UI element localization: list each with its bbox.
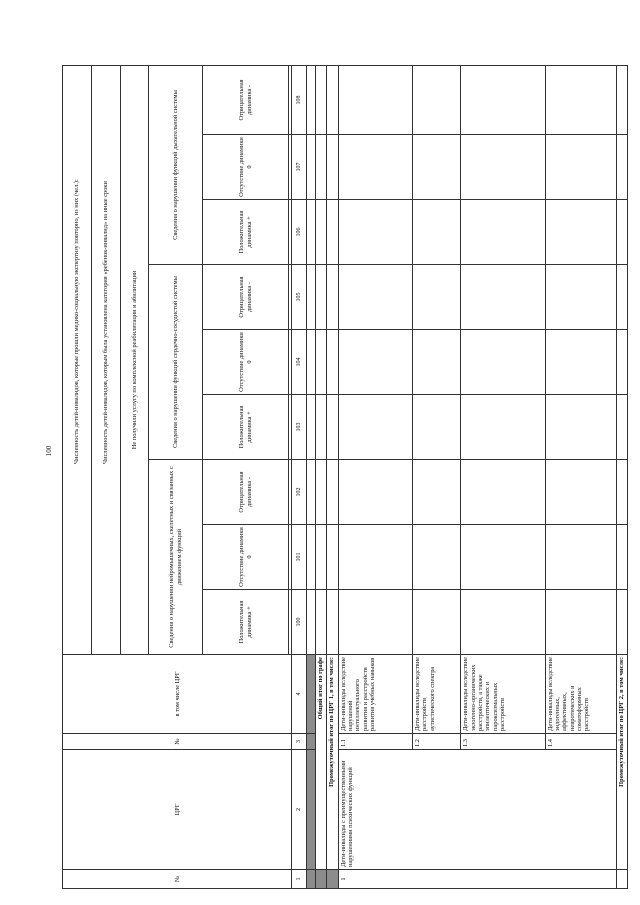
col-num-106: 106 (292, 200, 306, 265)
subrow-text: Дети-инвалиды вследствие эндогенных, аффективных, невротических и соматоформных расстройств (545, 655, 616, 734)
dyn-positive: Положительная динамика + (202, 395, 288, 460)
statistics-table (62, 65, 628, 889)
dyn-none: Отсутствие динамики 0 (202, 525, 288, 590)
header-sub-num: № (63, 734, 292, 750)
col-num-103: 103 (292, 395, 306, 460)
col-num-101: 101 (292, 525, 306, 590)
dyn-negative: Отрицательная динамика - (202, 460, 288, 525)
col-num-108: 108 (292, 65, 306, 134)
subrow-text: Дети-инвалиды вследствие экзогенно-органических расстройств, а также эпилептических и пароксизмальных расстройств (461, 655, 545, 734)
intermediate-2-row (616, 65, 627, 888)
header-category-count: Численность детей-инвалидов, которым была установлена категория «ребенок-инвалид» на иные сроки (91, 65, 120, 654)
header-group-cardiovascular: Сведения о нарушении функций сердечно-сосудистой системы (149, 265, 203, 460)
dyn-positive: Положительная динамика + (202, 590, 288, 655)
col-num-4: 4 (292, 655, 306, 734)
col-num-3: 3 (292, 734, 306, 750)
subrow-num: 1.2 (412, 734, 460, 750)
subrow-text: Дети-инвалиды вследствие нарушений интеллектуального развития и расстройств развития учебных навыков (338, 655, 412, 734)
header-in-cpg: в том числе ЦРГ (63, 655, 292, 734)
table-row (338, 65, 412, 888)
total-label: Общий итог по графе (316, 655, 327, 870)
group-num: 1 (338, 870, 616, 889)
header-no-service: Не получили услугу по комплексной реабилитации и абилитации (120, 65, 149, 654)
header-row-count (63, 65, 92, 888)
col-num-107: 107 (292, 135, 306, 200)
col-num-104: 104 (292, 330, 306, 395)
dyn-none: Отсутствие динамики 0 (202, 135, 288, 200)
page-number: 100 (45, 445, 53, 457)
rotated-table-container (62, 66, 628, 889)
dyn-positive: Положительная динамика + (202, 200, 288, 265)
subrow-num: 1.1 (338, 734, 412, 750)
total-row (316, 65, 327, 888)
header-group-neuromuscular: Сведения о нарушении нейромышечных, скелетных и связанных с движением функций (149, 460, 203, 655)
column-number-row (292, 65, 306, 888)
subrow-num: 1.4 (545, 734, 616, 750)
col-num-100: 100 (292, 590, 306, 655)
group-name: Дети-инвалиды с преимущественными нарушениями психических функций (338, 750, 616, 870)
header-top-count: Численность детей-инвалидов, которые прошли медико-социальную экспертизу повторно, из них (чел.): (63, 65, 92, 654)
col-num-105: 105 (292, 265, 306, 330)
intermediate-1-label: Промежуточный итог по ЦРГ 1, в том числе: (327, 655, 338, 870)
intermediate-2-label: Промежуточный итог по ЦРГ 2, в том числе: (616, 655, 627, 870)
header-cpg: ЦРГ (63, 750, 292, 870)
col-num-2: 2 (292, 750, 306, 870)
dyn-negative: Отрицательная динамика - (202, 265, 288, 330)
header-group-respiratory: Сведения о нарушении функций дыхательной системы (149, 65, 203, 264)
col-num-1: 1 (292, 870, 306, 889)
subrow-num: 1.3 (461, 734, 545, 750)
dyn-negative: Отрицательная динамика - (202, 65, 288, 134)
col-num-102: 102 (292, 460, 306, 525)
dyn-none: Отсутствие динамики 0 (202, 330, 288, 395)
header-num: № (63, 870, 292, 889)
subrow-text: Дети-инвалиды вследствие расстройств аутистического спектра (412, 655, 460, 734)
shaded-row (306, 65, 315, 888)
intermediate-1-row (327, 65, 338, 888)
